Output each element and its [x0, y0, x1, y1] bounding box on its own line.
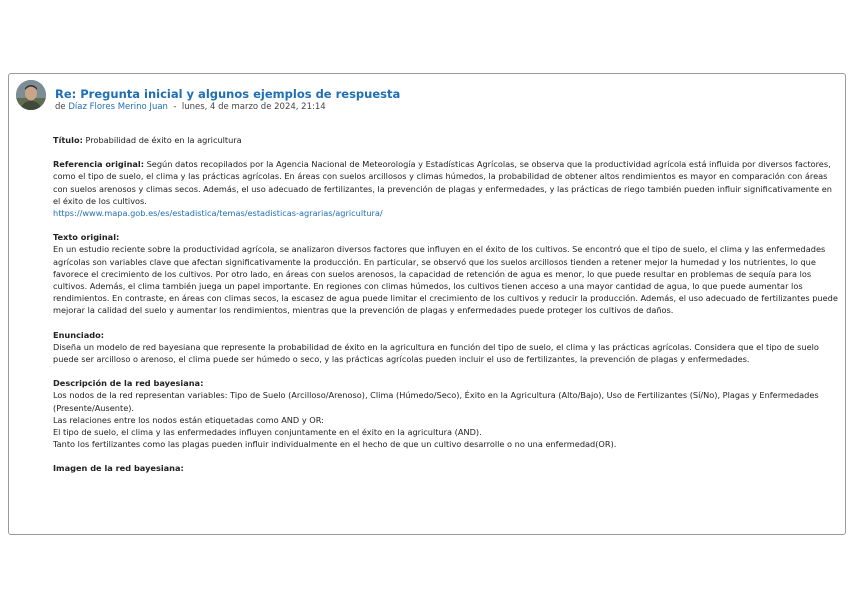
post-date: lunes, 4 de marzo de 2024, 21:14: [181, 102, 326, 112]
byline-prefix: de: [55, 102, 66, 112]
forum-post: [8, 73, 846, 535]
descripcion-line: Los nodos de la red representan variables: Tipo de Suelo (Arcilloso/Arenoso), Clima (Húmedo/Seco), Éxito en la Agricultura (Alto/Bajo), Uso de Fertilizantes (Sí/No), Plagas y Enfermedades (Presente/Ausente).: [53, 390, 819, 413]
author-link[interactable]: Díaz Flores Merino Juan: [68, 102, 168, 112]
descripcion-line: Tanto los fertilizantes como las plagas pueden influir individualmente en el hecho de que un cultivo desarrolle o no una enfermedad(OR).: [53, 439, 617, 450]
referencia-label: Referencia original:: [53, 159, 144, 170]
referencia-link[interactable]: https://www.mapa.gob.es/es/estadistica/temas/estadisticas-agrarias/agricultura/: [53, 208, 383, 219]
enunciado-text: Diseña un modelo de red bayesiana que represente la probabilidad de éxito en la agricultura en función del tipo de suelo, el clima y las prácticas agrícolas. Considera que el tipo de suelo puede ser arcilloso o arenoso, el clima puede ser húmedo o seco, y las prácticas agrícolas pueden incluir el uso de fertilizantes, la prevención de plagas y enfermedades.: [53, 341, 819, 365]
titulo-paragraph: [53, 134, 838, 146]
descripcion-label: Descripción de la red bayesiana:: [53, 378, 204, 389]
referencia-text: Según datos recopilados por la Agencia Nacional de Meteorología y Estadísticas Agrícolas, se observa que la productividad agrícola está influida por diversos factores, como el tipo de suelo, el clima y las prácticas agrícolas. En áreas con suelos arcillosos y climas húmedos, la probabilidad de obtener altos rendimientos es mayor en comparación con áreas con suelos arenosos y climas secos. Además, el uso adecuado de fertilizantes, la prevención de plagas y enfermedades, y las prácticas de riego también pueden influir significativamente en el éxito de los cultivos.: [53, 159, 832, 206]
titulo-value: Probabilidad de éxito en la agricultura: [85, 135, 242, 145]
titulo-label: Título:: [53, 135, 83, 145]
imagen-label: Imagen de la red bayesiana:: [53, 463, 184, 474]
enunciado-label: Enunciado:: [53, 329, 105, 340]
referencia-paragraph: [53, 158, 838, 207]
avatar[interactable]: [16, 80, 46, 110]
texto-text: En un estudio reciente sobre la productividad agrícola, se analizaron diversos factores que influyen en el éxito de los cultivos. Se encontró que el tipo de suelo, el clima y las enfermedades agrícolas son variables clave que afectan significativamente la producción. En particular, se observó que los suelos arcillosos tienden a retener mejor la humedad y los nutrientes, lo que favorece el crecimiento de los cultivos. Por otro lado, en áreas con suelos arenosos, la capacidad de retención de agua es menor, lo que puede resultar en problemas de sequía para los cultivos. Además, el clima también juega un papel importante. En regiones con climas húmedos, los cultivos tienen acceso a una mayor cantidad de agua, lo que puede aumentar los rendimientos. En contraste, en áreas con climas secos, la escasez de agua puede limitar el crecimiento de los cultivos y reducir la producción. Además, el uso adecuado de fertilizantes puede mejorar la calidad del suelo y aumentar los rendimientos, mientras que la prevención de plagas y enfermedades puede proteger los cultivos de daños.: [53, 244, 838, 316]
descripcion-line: El tipo de suelo, el clima y las enfermedades influyen conjuntamente en el éxito en la agricultura (AND).: [53, 427, 482, 438]
texto-label: Texto original:: [53, 232, 120, 243]
descripcion-line: Las relaciones entre los nodos están etiquetadas como AND y OR:: [53, 414, 324, 425]
byline-separator: -: [170, 102, 180, 112]
post-content: [53, 134, 838, 475]
post-subject[interactable]: Re: Pregunta inicial y algunos ejemplos de respuesta: [55, 87, 401, 101]
post-byline: [55, 102, 326, 112]
user-avatar-icon: [16, 80, 46, 110]
